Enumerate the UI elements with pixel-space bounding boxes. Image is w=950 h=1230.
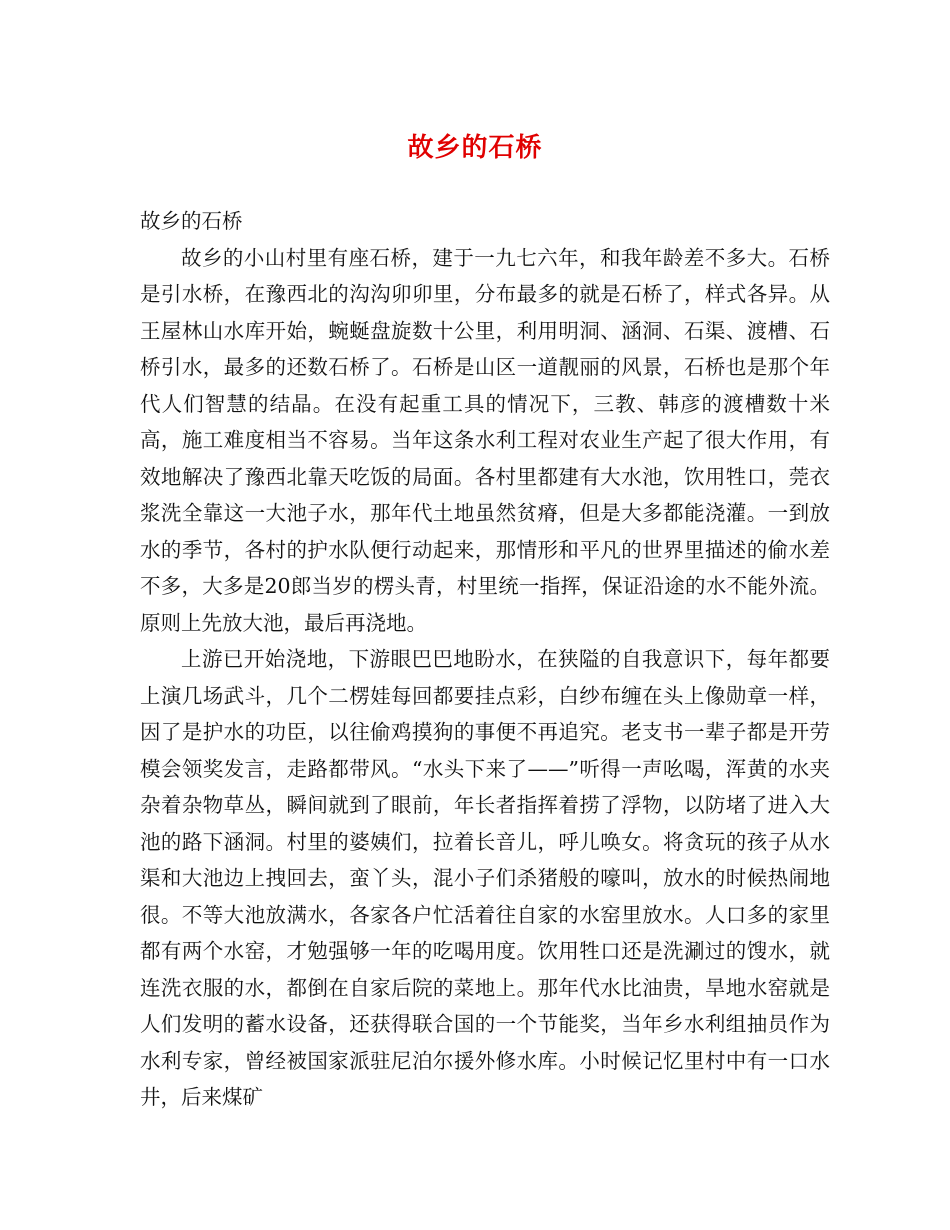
document-title: 故乡的石桥 <box>407 133 543 163</box>
paragraph-2: 上游已开始浇地，下游眼巴巴地盼水，在狭隘的自我意识下，每年都要上演几场武斗，几个二楞娃每回都要挂点彩，白纱布缠在头上像勋章一样，因了是护水的功臣，以往偷鸡摸狗的事便不再追究。老支书一辈子都是开劳模会领奖发言，走路都带风。“水头下来了——”听得一声吆喝，浑黄的水夹杂着杂物草丛，瞬间就到了眼前，年长者指挥着捞了浮物，以防堵了进入大池的路下涵洞。村里的婆姨们，拉着长音儿，呼儿唤女。将贪玩的孩子从水渠和大池边上拽回去，蛮丫头，混小子们杀猪般的嚎叫，放水的时候热闹地很。不等大池放满水，各家各户忙活着往自家的水窑里放水。人口多的家里都有两个水窑，才勉强够一年的吃喝用度。饮用牲口还是洗涮过的馊水，就连洗衣服的水，都倒在自家后院的菜地上。那年代水比油贵，旱地水窑就是人们发明的蓄水设备，还获得联合国的一个节能奖，当年乡水利组抽员作为水利专家，曾经被国家派驻尼泊尔援外修水库。小时候记忆里村中有一口水井，后来煤矿 <box>140 647 830 1109</box>
paragraph-1: 故乡的小山村里有座石桥，建于一九七六年，和我年龄差不多大。石桥是引水桥，在豫西北的沟沟卯卯里，分布最多的就是石桥了，样式各异。从王屋林山水库开始，蜿蜒盘旋数十公里，利用明洞、涵洞、石渠、渡槽、石桥引水，最多的还数石桥了。石桥是山区一道靓丽的风景，石桥也是那个年代人们智慧的结晶。在没有起重工具的情况下，三教、韩彦的渡槽数十米高，施工难度相当不容易。当年这条水利工程对农业生产起了很大作用，有效地解决了豫西北靠天吃饭的局面。各村里都建有大水池，饮用牲口，莞衣浆洗全靠这一大池子水，那年代土地虽然贫瘠，但是大多都能浇灌。一到放水的季节，各村的护水队便行动起来，那情形和平凡的世界里描述的偷水差不多，大多是20郎当岁的楞头青，村里统一指挥，保证沿途的水不能外流。原则上先放大池，最后再浇地。 <box>140 245 830 635</box>
document-subtitle: 故乡的石桥 <box>140 209 243 233</box>
document-body <box>140 203 830 1116</box>
